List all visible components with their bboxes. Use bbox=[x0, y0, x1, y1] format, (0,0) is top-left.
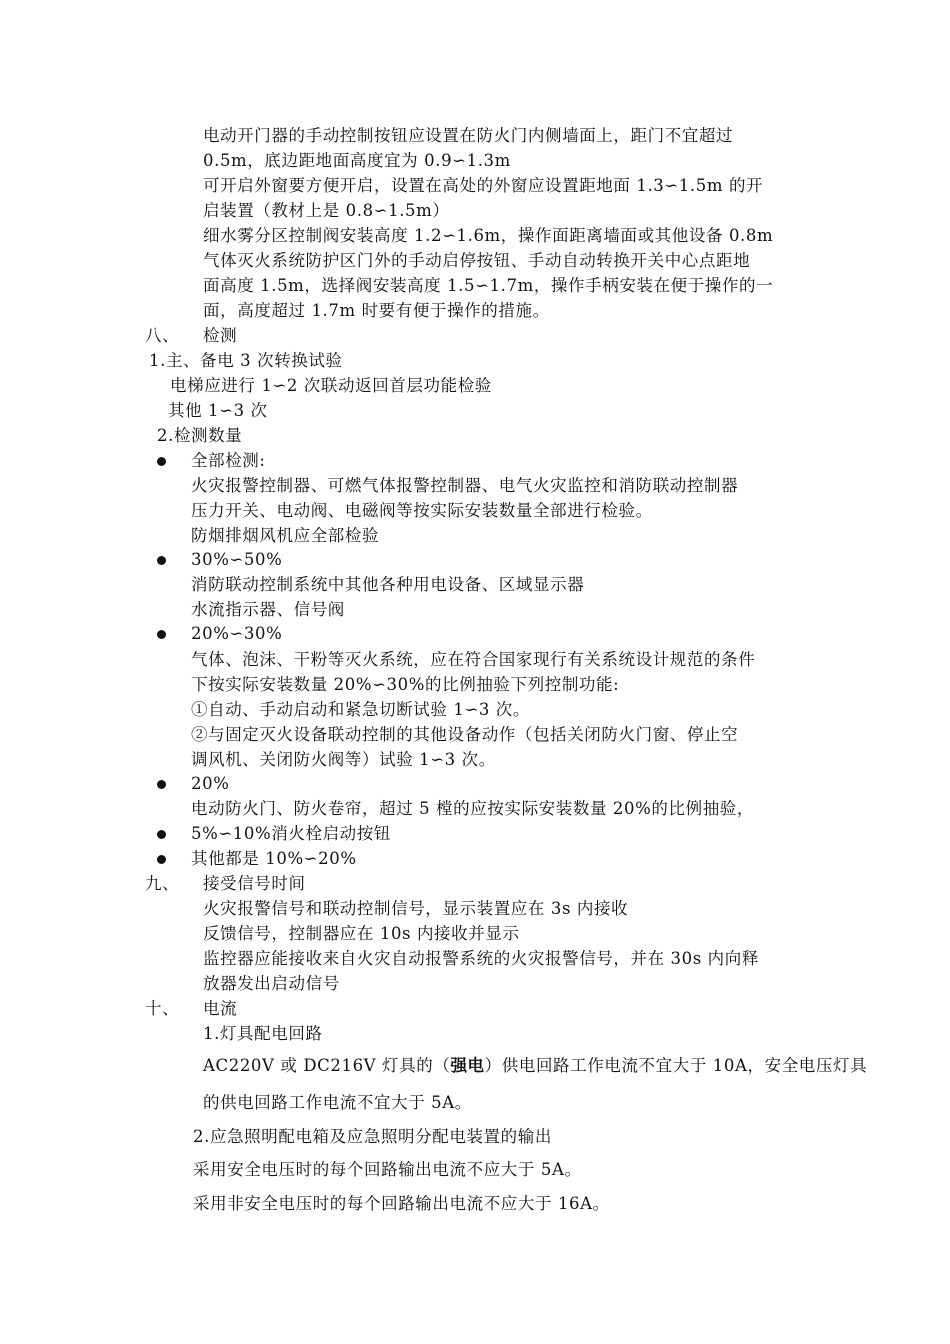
text-line: 启装置（教材上是 0.8∽1.5m） bbox=[203, 201, 450, 220]
text-line: 电梯应进行 1∽2 次联动返回首层功能检验 bbox=[170, 376, 492, 395]
text-line: 电动开门器的手动控制按钮应设置在防火门内侧墙面上，距门不宜超过 bbox=[203, 126, 734, 145]
text-line: 火灾报警信号和联动控制信号，显示装置应在 3s 内接收 bbox=[203, 899, 629, 918]
section-heading: 电流 bbox=[203, 999, 238, 1018]
text-line: 细水雾分区控制阀安装高度 1.2∽1.6m，操作面距离墙面或其他设备 0.8m bbox=[203, 226, 774, 245]
text-line: 下按实际安装数量 20%∽30%的比例抽验下列控制功能: bbox=[191, 675, 620, 694]
text-line: 监控器应能接收来自火灾自动报警系统的火灾报警信号，并在 30s 内向释 bbox=[203, 949, 759, 968]
text-line: 水流指示器、信号阀 bbox=[191, 600, 345, 619]
text-line: 采用安全电压时的每个回路输出电流不应大于 5A。 bbox=[193, 1160, 582, 1179]
section-number: 八、 bbox=[145, 326, 180, 345]
section-heading: 检测 bbox=[203, 326, 238, 345]
text-line: 调风机、关闭防火阀等）试验 1∽3 次。 bbox=[191, 750, 496, 769]
text-line: 1.主、备电 3 次转换试验 bbox=[149, 351, 343, 370]
list-item: 5%∽10%消火栓启动按钮 bbox=[191, 824, 391, 843]
bullet-icon bbox=[157, 830, 166, 839]
text-line: 其他 1∽3 次 bbox=[168, 401, 268, 420]
text-line: ②与固定灭火设备联动控制的其他设备动作（包括关闭防火门窗、停止空 bbox=[191, 725, 739, 744]
text-line: 2.应急照明配电箱及应急照明分配电装置的输出 bbox=[193, 1127, 552, 1146]
section-heading: 接受信号时间 bbox=[203, 874, 306, 893]
bullet-icon bbox=[157, 780, 166, 789]
text-line: 反馈信号，控制器应在 10s 内接收并显示 bbox=[203, 924, 520, 943]
text-line: 2.检测数量 bbox=[157, 426, 243, 445]
text-line: 的供电回路工作电流不宜大于 5A。 bbox=[203, 1093, 472, 1112]
bold-text: 强电 bbox=[450, 1056, 485, 1075]
section-number: 十、 bbox=[145, 999, 180, 1018]
list-item: 其他都是 10%∽20% bbox=[191, 849, 357, 868]
bullet-icon bbox=[157, 855, 166, 864]
text-line: ①自动、手动启动和紧急切断试验 1∽3 次。 bbox=[191, 700, 531, 719]
section-number: 九、 bbox=[145, 874, 180, 893]
text-span: AC220V 或 DC216V 灯具的（ bbox=[203, 1056, 451, 1075]
text-line: 压力开关、电动阀、电磁阀等按实际安装数量全部进行检验。 bbox=[191, 501, 653, 520]
text-line: 可开启外窗要方便开启，设置在高处的外窗应设置距地面 1.3∽1.5m 的开 bbox=[203, 176, 764, 195]
text-span: ）供电回路工作电流不宜大于 10A，安全电压灯具 bbox=[484, 1056, 868, 1075]
text-line: 电动防火门、防火卷帘，超过 5 樘的应按实际安装数量 20%的比例抽验， bbox=[191, 799, 755, 818]
list-item: 20% bbox=[191, 774, 230, 793]
text-line: 放器发出启动信号 bbox=[203, 974, 340, 993]
bullet-icon bbox=[157, 556, 166, 565]
text-line bbox=[203, 1056, 867, 1076]
text-line: 消防联动控制系统中其他各种用电设备、区域显示器 bbox=[191, 575, 585, 594]
list-item: 30%∽50% bbox=[191, 550, 283, 569]
text-line: 气体、泡沫、干粉等灭火系统，应在符合国家现行有关系统设计规范的条件 bbox=[191, 650, 756, 669]
bullet-icon bbox=[157, 457, 166, 466]
text-line: 采用非安全电压时的每个回路输出电流不应大于 16A。 bbox=[193, 1194, 610, 1213]
text-line: 1.灯具配电回路 bbox=[203, 1024, 323, 1043]
list-item: 全部检测: bbox=[191, 451, 266, 470]
text-line: 气体灭火系统防护区门外的手动启停按钮、手动自动转换开关中心点距地 bbox=[203, 251, 751, 270]
text-line: 火灾报警控制器、可燃气体报警控制器、电气火灾监控和消防联动控制器 bbox=[191, 476, 739, 495]
bullet-icon bbox=[157, 630, 166, 639]
text-line: 面，高度超过 1.7m 时要有便于操作的措施。 bbox=[203, 301, 550, 320]
text-line: 面高度 1.5m，选择阀安装高度 1.5∽1.7m，操作手柄安装在便于操作的一 bbox=[203, 276, 774, 295]
list-item: 20%∽30% bbox=[191, 624, 283, 643]
text-line: 防烟排烟风机应全部检验 bbox=[191, 526, 380, 545]
text-line: 0.5m，底边距地面高度宜为 0.9∽1.3m bbox=[203, 151, 511, 170]
